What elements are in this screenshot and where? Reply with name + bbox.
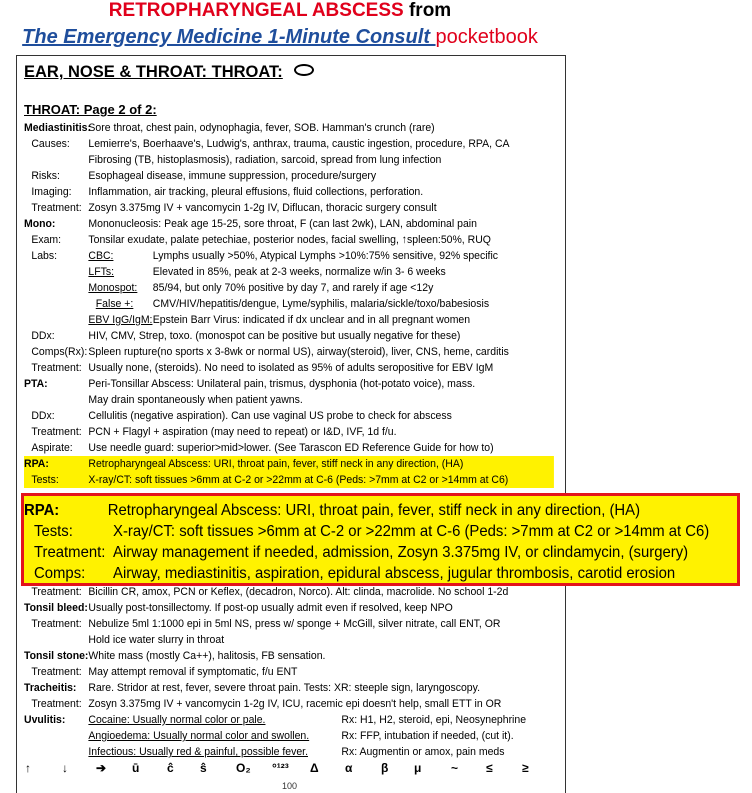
symbol-glyph: ~ xyxy=(451,761,459,775)
note-label: Treatment: xyxy=(31,426,82,438)
note-text: White mass (mostly Ca++), halitosis, FB sensation. xyxy=(88,650,326,662)
callout-text: Airway, mediastinitis, aspiration, epidural abscess, jugular thrombosis, carotid erosion xyxy=(113,565,676,582)
note-sublabel: Cocaine: Usually normal color or pale. xyxy=(88,714,266,726)
header-source xyxy=(0,25,560,49)
symbol-glyph: O₂ xyxy=(236,761,251,775)
title-black: from xyxy=(403,0,452,21)
symbol-glyph: ĉ xyxy=(167,761,174,775)
note-text: CMV/HIV/hepatitis/dengue, Lyme/syphilis, malaria/sickle/toxo/babesiosis xyxy=(152,298,490,310)
note-text: Inflammation, air tracking, pleural effusions, fluid collections, perforation. xyxy=(88,186,424,198)
note-text: Rare. Stridor at rest, fever, severe throat pain. Tests: XR: steeple sign, laryngoscopy. xyxy=(88,682,481,694)
note-text: Usually post-tonsillectomy. If post-op usually admit even if resolved, keep NPO xyxy=(88,602,453,614)
note-text: Fibrosing (TB, histoplasmosis), radiation, sarcoid, spread from lung infection xyxy=(88,154,442,166)
note-text: Rx: Augmentin or amox, pain meds xyxy=(341,746,505,758)
note-text: May attempt removal if symptomatic, f/u ENT xyxy=(88,666,298,678)
symbol-glyph: ≤ xyxy=(486,761,493,775)
note-label: RPA: xyxy=(24,458,49,470)
note-text: Bicillin CR, amox, PCN or Keflex, (decadron, Norco). Alt: clinda, macrolide. No school 1-2d xyxy=(88,586,509,598)
note-label: Comps(Rx): xyxy=(31,346,88,358)
note-label: Tracheitis: xyxy=(24,682,77,694)
note-text: Usually none, (steroids). No need to isolated as 95% of adults seropositive for EBV IgM xyxy=(88,362,494,374)
note-sublabel: LFTs: xyxy=(88,266,115,278)
note-text: Nebulize 5ml 1:1000 epi in 5ml NS, press w/ sponge + McGill, silver nitrate, call ENT, OR xyxy=(88,618,501,630)
symbol-glyph: ↑ xyxy=(25,761,31,775)
note-label: PTA: xyxy=(24,378,48,390)
note-text: Use needle guard: superior>mid>lower. (See Tarascon ED Reference Guide for how to) xyxy=(88,442,494,454)
note-line xyxy=(24,472,554,488)
note-text: Hold ice water slurry in throat xyxy=(88,634,225,646)
note-label: Tests: xyxy=(31,474,59,486)
symbol-glyph: α xyxy=(345,761,353,775)
note-label: Treatment: xyxy=(31,698,82,710)
symbol-glyph: Δ xyxy=(310,761,319,775)
note-line xyxy=(24,456,554,472)
note-text: Rx: H1, H2, steroid, epi, Neosynephrine xyxy=(341,714,527,726)
note-text: Zosyn 3.375mg IV + vancomycin 1-2g IV, ICU, racemic epi doesn't help, small ETT in OR xyxy=(88,698,502,710)
note-text: Epstein Barr Virus: indicated if dx unclear and in all pregnant women xyxy=(152,314,471,326)
note-text: Sore throat, chest pain, odynophagia, fever, SOB. Hamman's crunch (rare) xyxy=(88,122,435,134)
note-label: Treatment: xyxy=(31,362,82,374)
note-sublabel: CBC: xyxy=(88,250,114,262)
callout-label: Tests: xyxy=(34,523,73,540)
note-text: Tonsilar exudate, palate petechiae, posterior nodes, facial swelling, ↑spleen:50%, RUQ xyxy=(88,234,491,246)
note-label: Mono: xyxy=(24,218,56,230)
note-text: Esophageal disease, immune suppression, procedure/surgery xyxy=(88,170,377,182)
note-sublabel: Infectious: Usually red & painful, possible fever. xyxy=(88,746,309,758)
callout-label: RPA: xyxy=(24,502,60,519)
note-text: PCN + Flagyl + aspiration (may need to repeat) or I&D, IVF, 1d f/u. xyxy=(88,426,397,438)
note-label: Treatment: xyxy=(31,202,82,214)
symbol-glyph: °¹²³ xyxy=(272,761,289,775)
note-text: May drain spontaneously when patient yawns. xyxy=(88,394,303,406)
note-sublabel: Angioedema: Usually normal color and swollen. xyxy=(88,730,310,742)
note-label: Imaging: xyxy=(31,186,72,198)
note-text: Spleen rupture(no sports x 3-8wk or normal US), airway(steroid), liver, CNS, heme, carditis xyxy=(88,346,509,358)
callout-label: Treatment: xyxy=(34,544,106,561)
source-suffix: pocketbook xyxy=(435,26,538,48)
note-label: Tonsil stone: xyxy=(24,650,89,662)
rpa-callout-box xyxy=(21,493,740,586)
symbol-glyph: ↓ xyxy=(62,761,68,775)
symbol-glyph: ū xyxy=(132,761,140,775)
note-text: Rx: FFP, intubation if needed, (cut it). xyxy=(341,730,514,742)
page-number: 100 xyxy=(282,781,298,791)
source-link[interactable]: The Emergency Medicine 1-Minute Consult xyxy=(22,26,436,48)
callout-text: Airway management if needed, admission, Zosyn 3.375mg IV, or clindamycin, (surgery) xyxy=(113,544,689,561)
note-label: Exam: xyxy=(31,234,62,246)
note-label: DDx: xyxy=(31,330,55,342)
note-label: Tonsil bleed: xyxy=(24,602,88,614)
symbol-glyph: μ xyxy=(414,761,422,775)
note-label: Aspirate: xyxy=(31,442,73,454)
page-subheader: THROAT: Page 2 of 2: xyxy=(24,102,157,117)
symbol-glyph: β xyxy=(381,761,389,775)
note-text: Cellulitis (negative aspiration). Can use vaginal US probe to check for abscess xyxy=(88,410,452,422)
note-label: Treatment: xyxy=(31,618,82,630)
note-text: Mononucleosis: Peak age 15-25, sore throat, F (can last 2wk), LAN, abdominal pain xyxy=(88,218,477,230)
callout-text: X-ray/CT: soft tissues >6mm at C-2 or >22mm at C-6 (Peds: >7mm at C2 or >14mm at C6) xyxy=(113,523,710,540)
note-label: Treatment: xyxy=(31,586,82,598)
title-red: RETROPHARYNGEAL ABSCESS xyxy=(108,0,404,21)
note-label: Uvulitis: xyxy=(24,714,66,726)
note-text: X-ray/CT: soft tissues >6mm at C-2 or >22mm at C-6 (Peds: >7mm at C2 or >14mm at C6) xyxy=(88,474,509,486)
symbol-glyph: ≥ xyxy=(522,761,529,775)
note-sublabel: False +: xyxy=(95,298,134,310)
header-title xyxy=(0,0,560,22)
note-text: Elevated in 85%, peak at 2-3 weeks, normalize w/in 3- 6 weeks xyxy=(152,266,446,278)
note-label: Treatment: xyxy=(31,666,82,678)
note-sublabel: Monospot: xyxy=(88,282,138,294)
note-text: HIV, CMV, Strep, toxo. (monospot can be positive but usually negative for these) xyxy=(88,330,461,342)
note-label: Causes: xyxy=(31,138,70,150)
section-title: EAR, NOSE & THROAT: THROAT: xyxy=(24,63,283,81)
callout-text: Retropharyngeal Abscess: URI, throat pain, fever, stiff neck in any direction, (HA) xyxy=(107,502,641,519)
note-text: Peri-Tonsillar Abscess: Unilateral pain, trismus, dysphonia (hot-potato voice), mass. xyxy=(88,378,476,390)
note-text: Retropharyngeal Abscess: URI, throat pain, fever, stiff neck in any direction, (HA) xyxy=(88,458,464,470)
note-label: Mediastinitis: xyxy=(24,122,91,134)
lips-icon xyxy=(294,64,314,76)
note-text: Zosyn 3.375mg IV + vancomycin 1-2g IV, Diflucan, thoracic surgery consult xyxy=(88,202,437,214)
callout-label: Comps: xyxy=(34,565,86,582)
note-label: DDx: xyxy=(31,410,55,422)
symbol-glyph: ŝ xyxy=(200,761,207,775)
note-text: 85/94, but only 70% positive by day 7, and rarely if age <12y xyxy=(152,282,434,294)
note-sublabel: EBV IgG/IgM: xyxy=(88,314,153,326)
symbol-glyph: ➔ xyxy=(96,761,107,775)
note-text: Lymphs usually >50%, Atypical Lymphs >10%:75% sensitive, 92% specific xyxy=(152,250,499,262)
note-label: Labs: xyxy=(31,250,58,262)
note-label: Risks: xyxy=(31,170,60,182)
note-text: Lemierre's, Boerhaave's, Ludwig's, anthrax, trauma, caustic ingestion, procedure, RPA, CA xyxy=(88,138,510,150)
